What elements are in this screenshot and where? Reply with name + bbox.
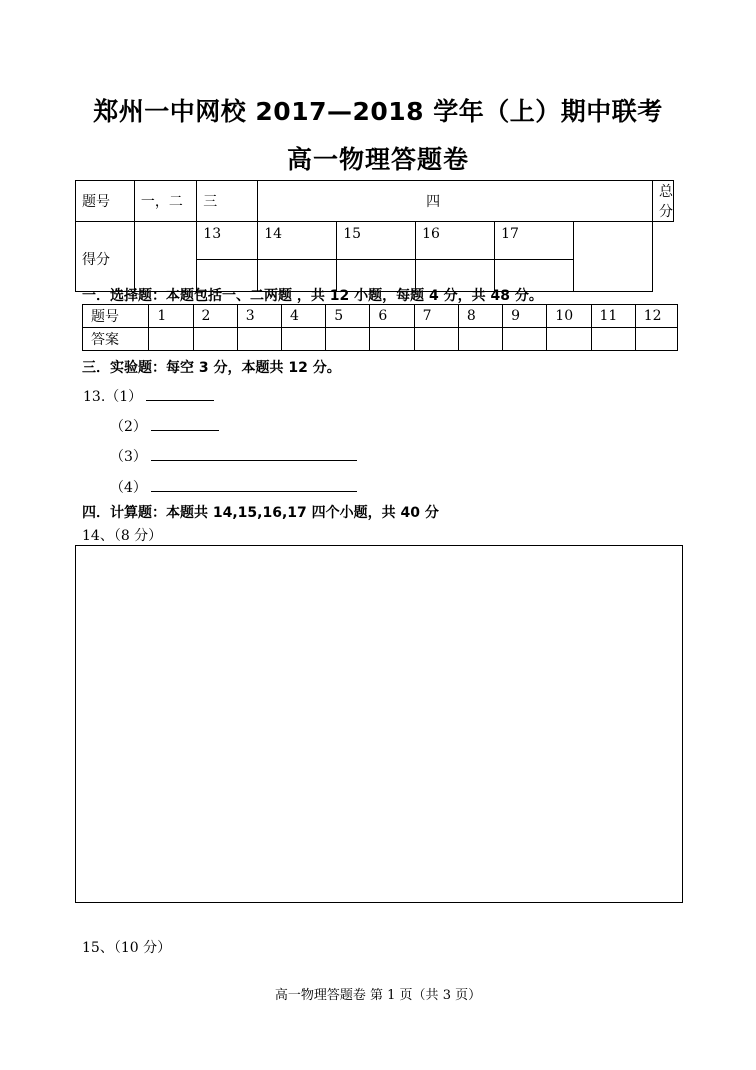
q13-blank-4[interactable]: [151, 477, 357, 492]
score-q17: 17: [495, 222, 574, 260]
answer-number: 7: [414, 305, 458, 328]
answer-cell[interactable]: [193, 328, 237, 351]
answer-cell[interactable]: [414, 328, 458, 351]
answer-cell[interactable]: [503, 328, 547, 351]
answer-number: 6: [370, 305, 414, 328]
score-header-three: 三: [197, 181, 258, 222]
q13-sub3-label: （3）: [110, 449, 147, 465]
exam-title: 郑州一中网校 2017—2018 学年（上）期中联考: [93, 97, 663, 126]
answer-cell[interactable]: [591, 328, 635, 351]
score-header-four: 四: [258, 181, 653, 222]
answer-cell[interactable]: [237, 328, 281, 351]
answer-cell[interactable]: [149, 328, 193, 351]
q13-blank-3[interactable]: [151, 446, 357, 461]
answer-number: 11: [591, 305, 635, 328]
answer-number: 9: [503, 305, 547, 328]
q13-part2: [110, 416, 219, 436]
answer-cell[interactable]: [458, 328, 502, 351]
answer-header-label: 题号: [83, 305, 149, 328]
answer-number: 10: [547, 305, 591, 328]
exam-subtitle: 高一物理答题卷: [286, 145, 469, 174]
q13-part1: [83, 386, 214, 406]
score-cell-total[interactable]: [574, 222, 653, 292]
answer-number: 5: [326, 305, 370, 328]
answer-cell[interactable]: [281, 328, 325, 351]
score-header-tihao: 题号: [76, 181, 135, 222]
q13-part4: [110, 477, 357, 497]
answer-number: 4: [281, 305, 325, 328]
q13-blank-1[interactable]: [146, 386, 214, 401]
q14-answer-box[interactable]: [75, 545, 683, 903]
answer-cell[interactable]: [326, 328, 370, 351]
section-4-heading: 四．计算题：本题共 14,15,16,17 四个小题，共 40 分: [82, 505, 439, 521]
answer-row-label: 答案: [83, 328, 149, 351]
answer-number: 3: [237, 305, 281, 328]
q13-sub4-label: （4）: [110, 480, 147, 496]
score-table: [75, 180, 674, 292]
score-cell-one-two[interactable]: [134, 222, 196, 292]
score-q16: 16: [416, 222, 495, 260]
q14-label: 14、（8 分）: [82, 528, 163, 544]
q15-label: 15、（10 分）: [82, 940, 172, 956]
score-label-defen: 得分: [76, 222, 135, 292]
score-header-total: 总分: [653, 181, 674, 222]
q13-sub2-label: （2）: [110, 419, 147, 435]
score-q14: 14: [258, 222, 337, 260]
q13-blank-2[interactable]: [151, 416, 219, 431]
answer-number: 1: [149, 305, 193, 328]
q13-part3: [110, 446, 357, 466]
answer-table: [82, 304, 678, 351]
answer-cell[interactable]: [635, 328, 677, 351]
score-q15: 15: [337, 222, 416, 260]
answer-number: 8: [458, 305, 502, 328]
answer-cell[interactable]: [547, 328, 591, 351]
section-1-heading: 一．选择题：本题包括一、二两题 ，共 12 小题，每题 4 分，共 48 分。: [82, 288, 543, 304]
score-q13: 13: [197, 222, 258, 260]
answer-number: 12: [635, 305, 677, 328]
score-header-one-two: 一，二: [134, 181, 196, 222]
q13-label: 13.（1）: [83, 389, 143, 405]
answer-number: 2: [193, 305, 237, 328]
section-3-heading: 三．实验题：每空 3 分，本题共 12 分。: [82, 360, 341, 376]
answer-cell[interactable]: [370, 328, 414, 351]
page-footer: 高一物理答题卷 第 1 页（共 3 页）: [274, 988, 482, 1003]
